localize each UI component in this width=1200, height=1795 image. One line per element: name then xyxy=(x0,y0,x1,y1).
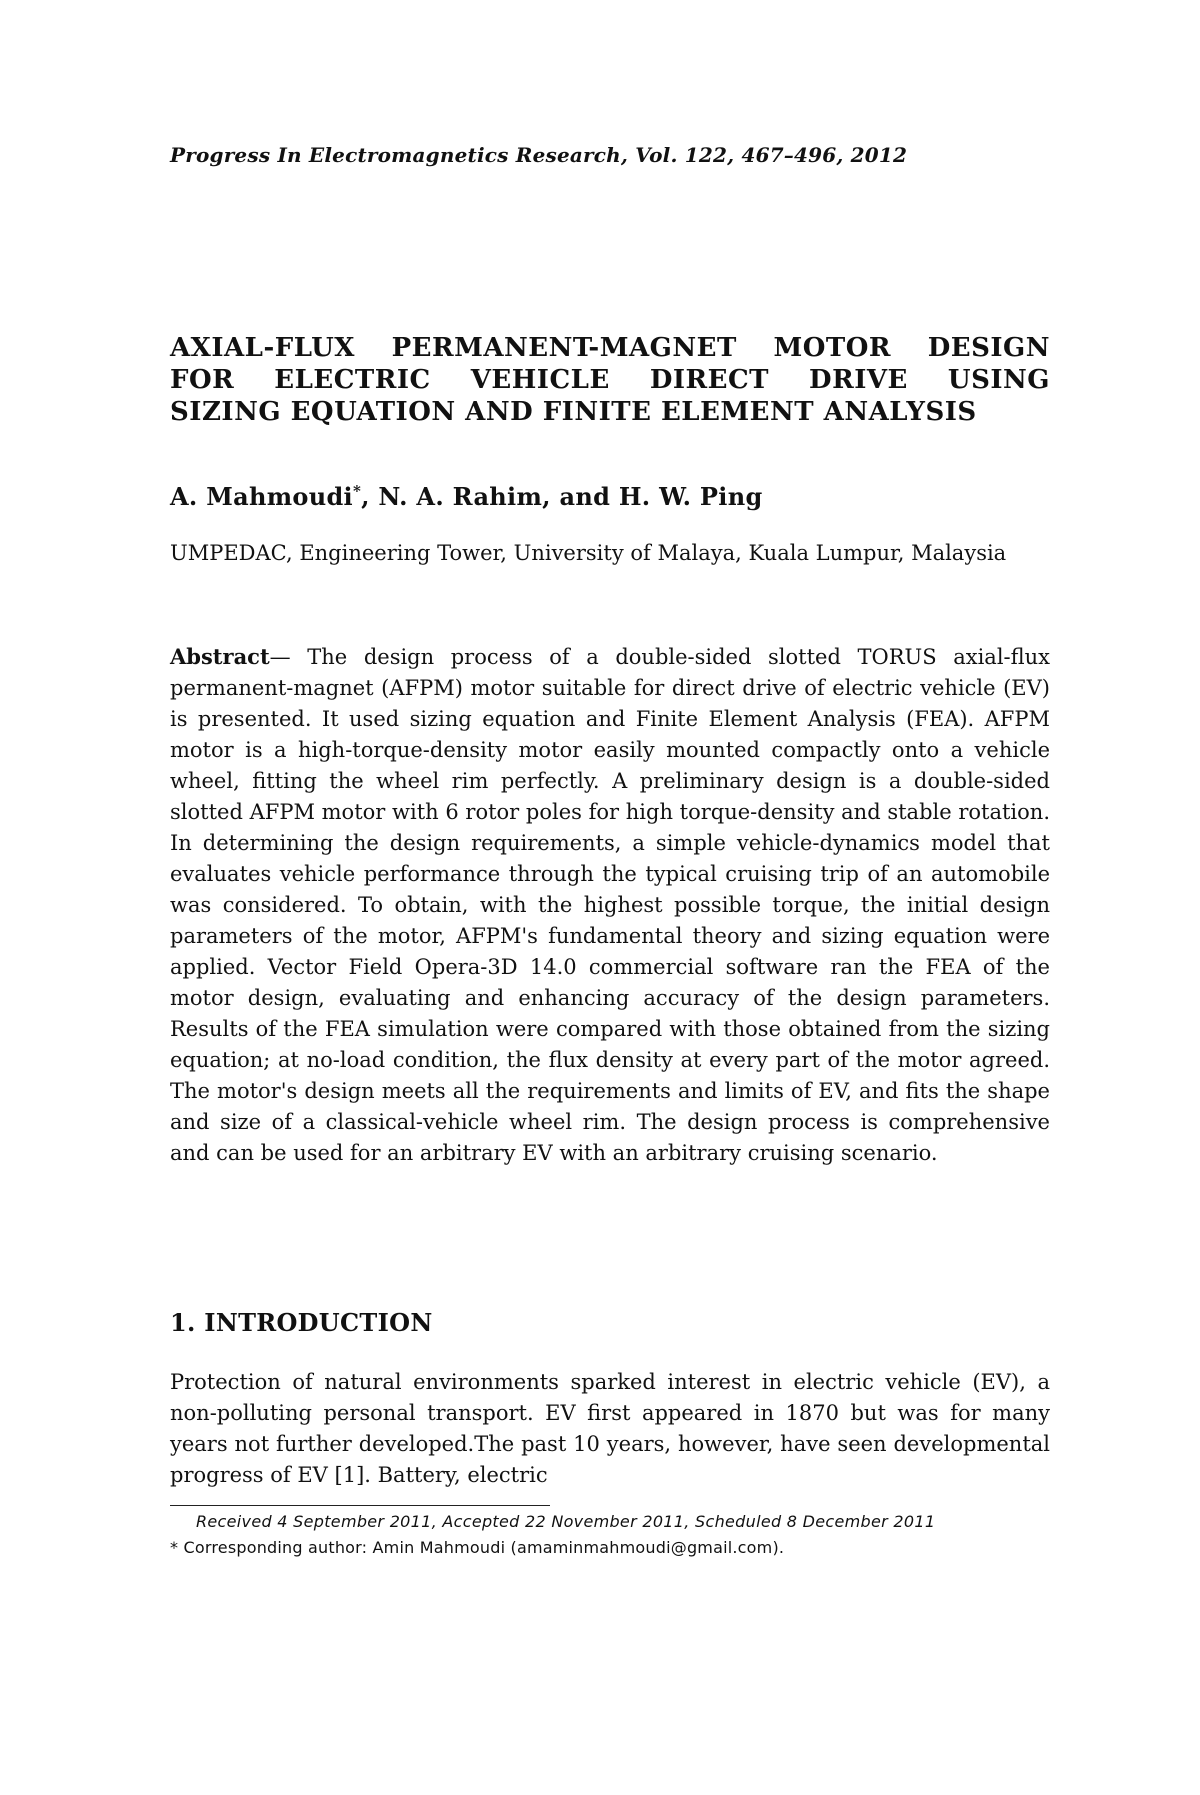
abstract-text: — The design process of a double-sided slotted TORUS axial-flux permanent-magnet (AFPM) motor suitable for direct drive of electric vehicle (EV) is presented. It used sizing equation and Finite Element Analysis (FEA). AFPM motor is a high-torque-density motor easily mounted compactly onto a vehicle wheel, fitting the wheel rim perfectly. A preliminary design is a double-sided slotted AFPM motor with 6 rotor poles for high torque-density and stable rotation. In determining the design requirements, a simple vehicle-dynamics model that evaluates vehicle performance through the typical cruising trip of an automobile was considered. To obtain, with the highest possible torque, the initial design parameters of the motor, AFPM's fundamental theory and sizing equation were applied. Vector Field Opera-3D 14.0 commercial software ran the FEA of the motor design, evaluating and enhancing accuracy of the design parameters. Results of the FEA simulation were compared with those obtained from the sizing equation; at no-load condition, the flux density at every part of the motor agreed. The motor's design meets all the requirements and limits of EV, and fits the shape and size of a classical-vehicle wheel rim. The design process is comprehensive and can be used for an arbitrary EV with an arbitrary cruising scenario. xyxy=(170,645,1050,1165)
title-line-2: FOR ELECTRIC VEHICLE DIRECT DRIVE USING xyxy=(170,365,1050,395)
footnote-divider xyxy=(170,1505,550,1506)
title-line-1: AXIAL-FLUX PERMANENT-MAGNET MOTOR DESIGN xyxy=(170,333,1050,363)
footnote-corresponding-author: * Corresponding author: Amin Mahmoudi (amaminmahmoudi@gmail.com). xyxy=(170,1538,785,1557)
title-line-3: SIZING EQUATION AND FINITE ELEMENT ANALYSIS xyxy=(170,397,977,427)
abstract-label: Abstract xyxy=(170,644,270,669)
section-heading-introduction: 1. INTRODUCTION xyxy=(170,1308,433,1337)
other-authors: , N. A. Rahim, and H. W. Ping xyxy=(361,482,763,511)
abstract xyxy=(170,641,1050,1169)
paper-title xyxy=(170,332,1050,428)
corresponding-author-mark: * xyxy=(352,482,362,500)
journal-citation: Progress In Electromagnetics Research, Vol. 122, 467–496, 2012 xyxy=(170,143,908,167)
author-list xyxy=(170,482,1050,511)
footnote-received-dates: Received 4 September 2011, Accepted 22 November 2011, Scheduled 8 December 2011 xyxy=(196,1512,936,1531)
introduction-text: Protection of natural environments sparked interest in electric vehicle (EV), a non-polluting personal transport. EV first appeared in 1870 but was for many years not further developed.The past 10 years, however, have seen developmental progress of EV [1]. Battery, electric xyxy=(170,1370,1050,1487)
affiliation: UMPEDAC, Engineering Tower, University of Malaya, Kuala Lumpur, Malaysia xyxy=(170,541,1007,565)
first-author: A. Mahmoudi xyxy=(170,482,353,511)
